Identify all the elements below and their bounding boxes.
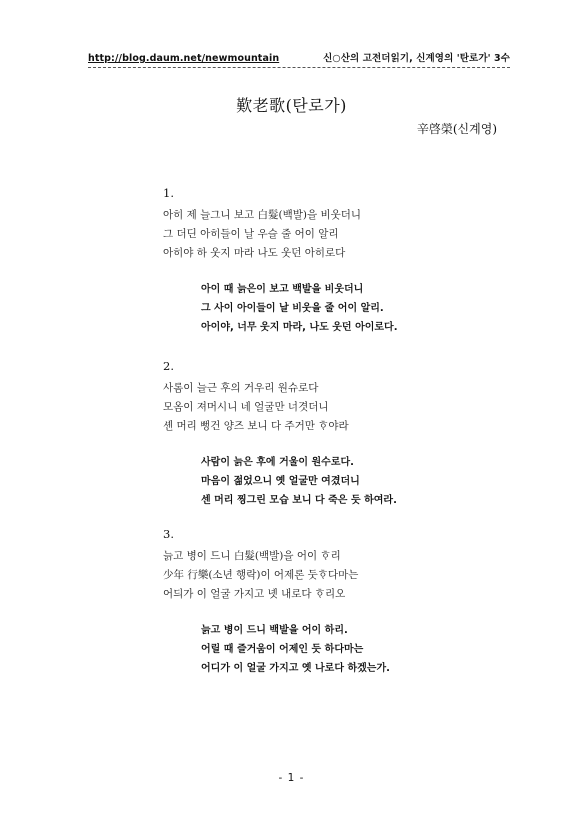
- section-number: 2.: [163, 359, 174, 373]
- page-title: 歎老歌(탄로가): [236, 96, 347, 115]
- section-number: 1.: [163, 186, 174, 200]
- poem-section-2: [163, 359, 523, 510]
- modern-line: 어릴 때 즐거움이 어제인 듯 하다마는: [201, 644, 364, 655]
- original-verse: [163, 379, 523, 436]
- modern-line: 그 사이 아이들이 날 비웃을 줄 어이 알리.: [201, 303, 384, 314]
- original-line: 셴 머리 뻥건 양즈 보니 다 주거만 ᄒᆞ야라: [163, 420, 349, 432]
- modern-translation: [201, 621, 523, 678]
- author-name: 辛啓榮(신계영): [416, 122, 497, 136]
- poem-section-3: [163, 527, 523, 678]
- original-verse: [163, 206, 523, 263]
- original-verse: [163, 547, 523, 604]
- poem-section-1: [163, 186, 523, 337]
- modern-line: 늙고 병이 드니 백발을 어이 하리.: [201, 625, 348, 636]
- original-line: 아히 제 늘그니 보고 白髮(백발)을 비웃더니: [163, 209, 362, 221]
- modern-line: 어디가 이 얼굴 가지고 옛 나로다 하겠는가.: [201, 663, 390, 674]
- modern-line: 사람이 늙은 후에 거울이 원수로다.: [201, 457, 354, 468]
- page-number: - 1 -: [278, 772, 305, 784]
- original-line: 늙고 병이 드니 白髮(백발)을 어이 ᄒᆞ리: [163, 550, 341, 562]
- series-title: 신○산의 고전더읽기, 신계영의 '탄로가' 3수: [323, 53, 510, 64]
- original-line: 그 더딘 아히들이 날 우슬 줄 어이 알리: [163, 228, 339, 240]
- original-line: 사롬이 늘근 후의 거우리 원슈로다: [163, 382, 319, 394]
- modern-line: 아이 때 늙은이 보고 백발을 비웃더니: [201, 284, 364, 295]
- blog-url-link[interactable]: http://blog.daum.net/newmountain: [88, 53, 280, 64]
- modern-line: 센 머리 찡그린 모습 보니 다 죽은 듯 하여라.: [201, 495, 397, 506]
- modern-translation: [201, 280, 523, 337]
- page-header: [88, 50, 510, 68]
- original-line: 아히야 하 웃지 마라 나도 웃던 아히로다: [163, 247, 346, 259]
- original-line: 少年 行樂(소년 행락)이 어제론 둣ᄒᆞ다마는: [163, 569, 359, 581]
- header-row: [88, 50, 510, 64]
- section-number: 3.: [163, 527, 174, 541]
- original-line: 모옴이 져머시니 네 얼굴만 너겻더니: [163, 401, 329, 413]
- header-divider: [88, 67, 510, 68]
- original-line: 어듸가 이 얼굴 가지고 녯 내로다 ᄒᆞ리오: [163, 588, 346, 600]
- modern-line: 마음이 젊었으니 옛 얼굴만 여겼더니: [201, 476, 360, 487]
- modern-line: 아이야, 너무 웃지 마라, 나도 웃던 아이로다.: [201, 322, 398, 333]
- modern-translation: [201, 453, 523, 510]
